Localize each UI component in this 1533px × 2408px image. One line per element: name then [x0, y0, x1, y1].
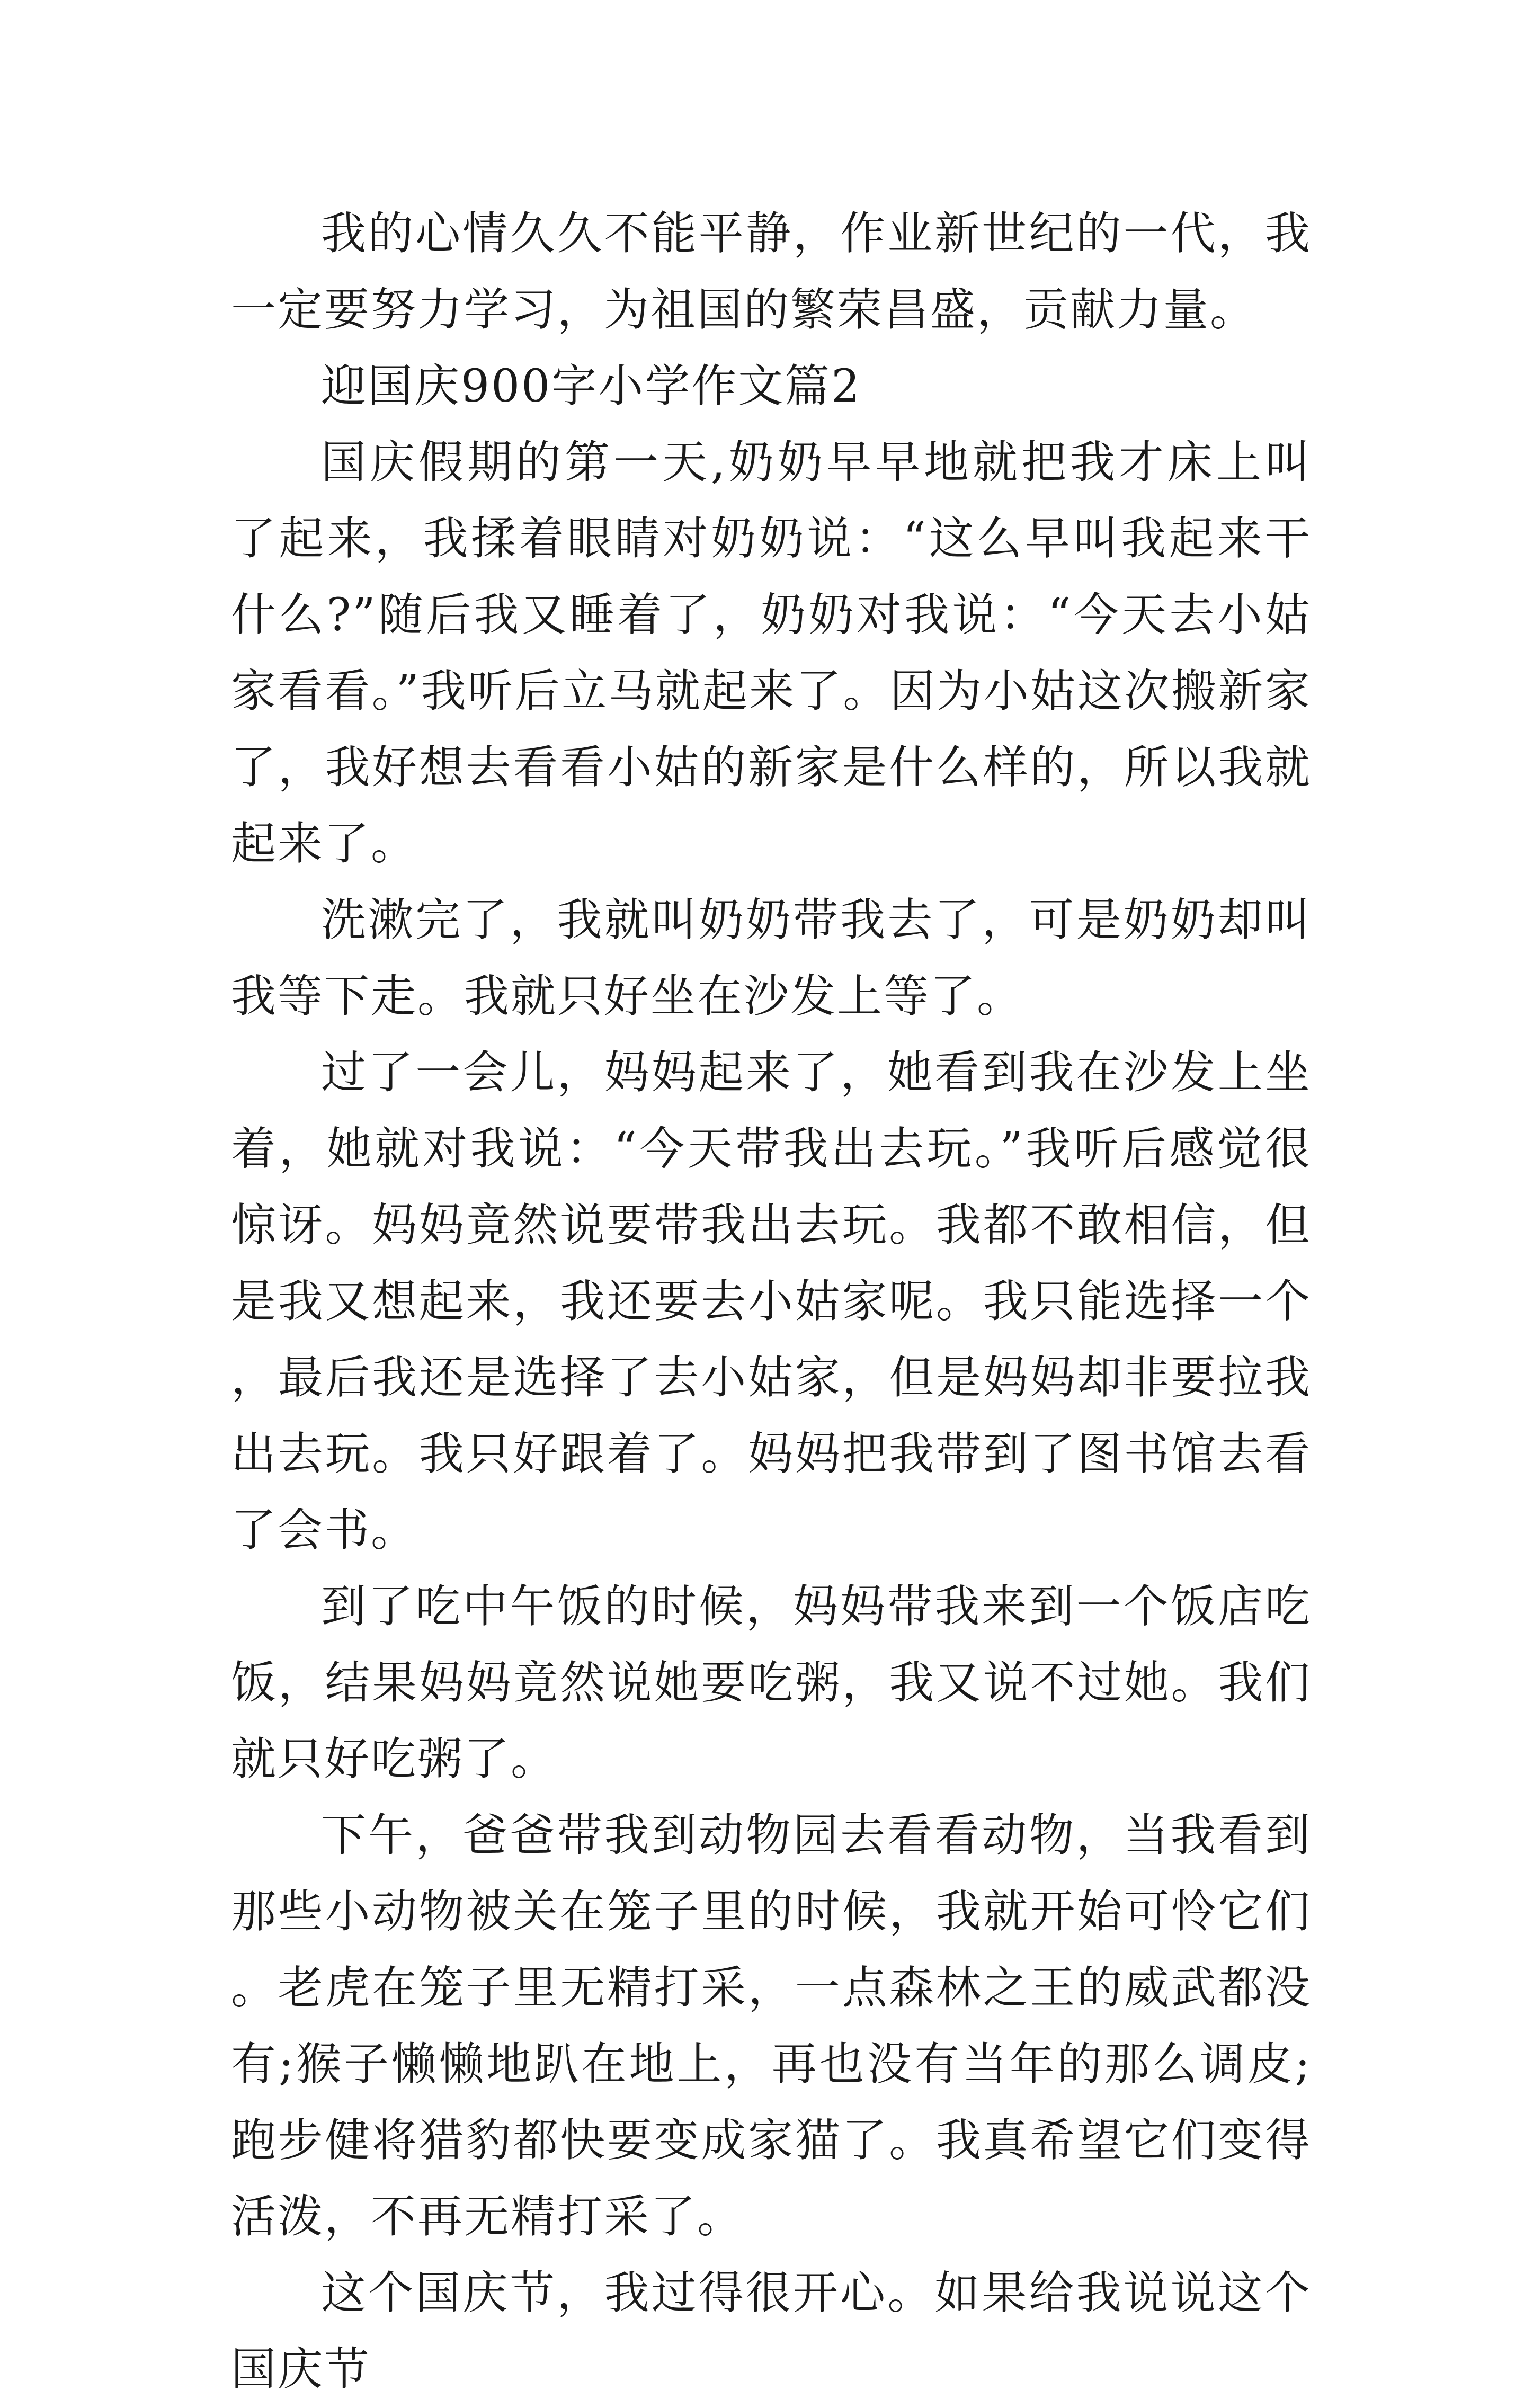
paragraph: 过了一会儿，妈妈起来了，她看到我在沙发上坐着，她就对我说：“今天带我出去玩。”我听后感觉很惊讶。妈妈竟然说要带我出去玩。我都不敢相信，但是我又想起来，我还要去小姑家呢。我只能选择一个，最后我还是选择了去小姑家，但是妈妈却非要拉我出去玩。我只好跟着了。妈妈把我带到了图书馆去看了会书。: [231, 1047, 1312, 1557]
paragraph: 国庆假期的第一天,奶奶早早地就把我才床上叫了起来，我揉着眼睛对奶奶说：“这么早叫我起来干什么?”随后我又睡着了，奶奶对我说：“今天去小姑家看看。”我听后立马就起来了。因为小姑这次搬新家了，我好想去看看小姑的新家是什么样的，所以我就起来了。: [231, 436, 1312, 870]
paragraph: 我的心情久久不能平静，作业新世纪的一代，我一定要努力学习，为祖国的繁荣昌盛，贡献力量。: [231, 208, 1312, 336]
paragraph: 下午，爸爸带我到动物园去看看动物，当我看到那些小动物被关在笼子里的时候，我就开始可怜它们。老虎在笼子里无精打采，一点森林之王的威武都没有;猴子懒懒地趴在地上，再也没有当年的那么调皮;跑步健将猎豹都快要变成家猫了。我真希望它们变得活泼，不再无精打采了。: [231, 1809, 1312, 2243]
paragraph: 洗漱完了，我就叫奶奶带我去了，可是奶奶却叫我等下走。我就只好坐在沙发上等了。: [231, 894, 1312, 1023]
section-heading: 迎国庆900字小学作文篇2: [321, 360, 862, 413]
paragraph: 这个国庆节，我过得很开心。如果给我说说这个国庆节: [231, 2267, 1312, 2396]
paragraph: 到了吃中午饭的时候，妈妈带我来到一个饭店吃饭，结果妈妈竟然说她要吃粥，我又说不过她。我们就只好吃粥了。: [231, 1581, 1312, 1786]
document-body: [231, 196, 1312, 2408]
